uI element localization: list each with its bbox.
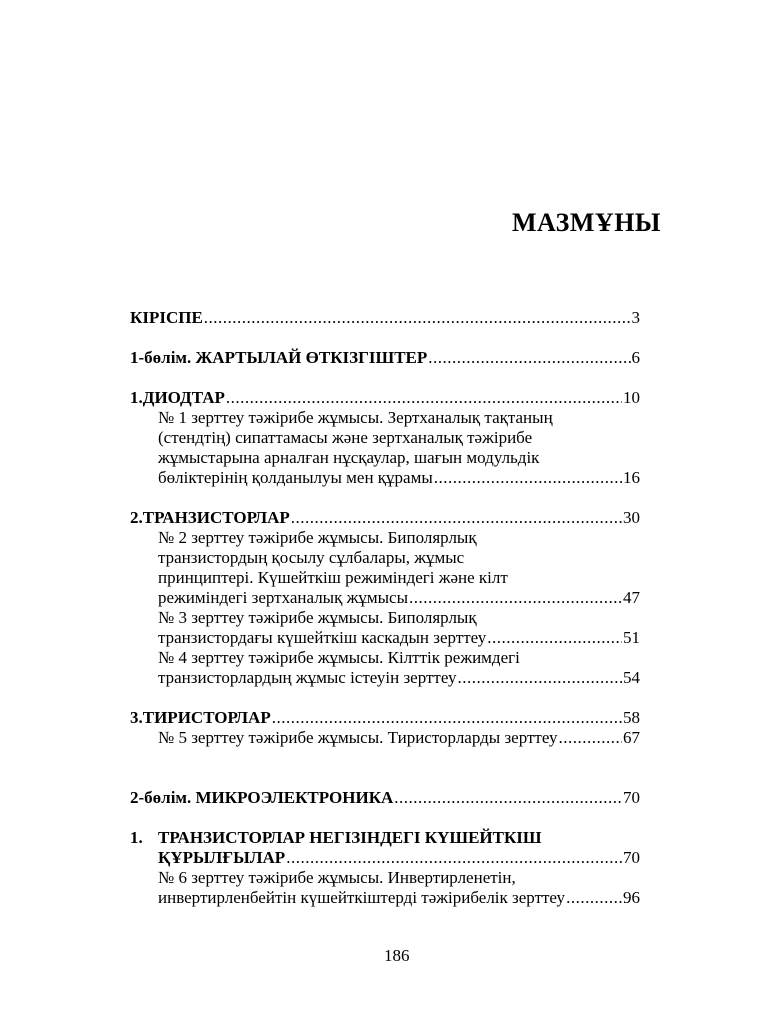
toc-entry-part1[interactable] — [130, 348, 640, 368]
dot-leader — [457, 668, 622, 688]
dot-leader — [204, 308, 631, 328]
toc-label: 2-бөлім. МИКРОЭЛЕКТРОНИКА — [130, 788, 394, 807]
toc-entry-chapter-diodes[interactable] — [130, 388, 640, 408]
toc-label: транзисторлардың жұмыс істеуін зерттеу — [158, 668, 457, 687]
toc-label: ДИОДТАР — [142, 388, 225, 407]
dot-leader — [226, 388, 622, 408]
chapter-number: 1. — [130, 828, 143, 847]
toc-page-number: 67 — [623, 728, 640, 747]
toc-label: КІРІСПЕ — [130, 308, 203, 327]
toc-label: ТРАНЗИСТОРЛАР — [142, 508, 290, 527]
dot-leader — [291, 508, 622, 528]
toc-label: ҚҰРЫЛҒЫЛАР — [158, 848, 286, 867]
toc-text-line: (стендтің) сипаттамасы және зертханалық тәжірибе — [158, 428, 533, 447]
toc-label: 1-бөлім. ЖАРТЫЛАЙ ӨТКІЗГІШТЕР — [130, 348, 428, 367]
page-title: МАЗМҰНЫ — [512, 208, 661, 237]
toc-text-line: № 3 зерттеу тәжірибе жұмысы. Биполярлық — [158, 608, 477, 627]
toc-label: инвертирленбейтін күшейткіштерді тәжірибелік зерттеу — [158, 888, 566, 907]
toc-entry-chapter-transistors[interactable] — [130, 508, 640, 528]
toc-label: бөліктерінің қолданылуы мен құрамы — [158, 468, 433, 487]
toc-page-number: 3 — [631, 308, 640, 327]
toc-text-line: транзистордың қосылу сұлбалары, жұмыс — [158, 548, 465, 567]
toc-entry-lab4[interactable] — [130, 668, 640, 688]
chapter-number: 1. — [130, 388, 143, 407]
toc-page-number: 16 — [623, 468, 640, 487]
toc-text-line: № 6 зерттеу тәжірибе жұмысы. Инвертирленетін, — [158, 868, 516, 887]
toc-page-number: 70 — [623, 788, 640, 807]
toc-text-line: № 2 зерттеу тәжірибе жұмысы. Биполярлық — [158, 528, 477, 547]
toc-text-line: жұмыстарына арналған нұсқаулар, шағын модульдік — [158, 448, 540, 467]
toc-label: ТРАНЗИСТОРЛАР НЕГІЗІНДЕГІ КҮШЕЙТКІШ — [158, 828, 542, 847]
dot-leader — [487, 628, 622, 648]
dot-leader — [566, 888, 622, 908]
chapter-number: 3. — [130, 708, 143, 727]
dot-leader — [434, 468, 622, 488]
dot-leader — [286, 848, 622, 868]
table-of-contents — [130, 308, 640, 908]
dot-leader — [272, 708, 622, 728]
toc-page-number: 30 — [623, 508, 640, 527]
toc-page-number: 96 — [623, 888, 640, 907]
toc-entry-lab3[interactable] — [130, 628, 640, 648]
toc-text-line: № 4 зерттеу тәжірибе жұмысы. Кілттік режимдегі — [158, 648, 520, 667]
toc-entry-chapter-amplifiers-line1[interactable] — [130, 828, 640, 848]
toc-label: ТИРИСТОРЛАР — [142, 708, 271, 727]
toc-page-number: 54 — [623, 668, 640, 687]
toc-text-line: № 1 зерттеу тәжірибе жұмысы. Зертханалық тақтаның — [158, 408, 553, 427]
toc-entry-chapter-thyristors[interactable] — [130, 708, 640, 728]
toc-entry-intro[interactable] — [130, 308, 640, 328]
toc-entry-lab6[interactable] — [130, 888, 640, 908]
toc-label: транзистордағы күшейткіш каскадын зерттеу — [158, 628, 487, 647]
dot-leader — [409, 588, 622, 608]
toc-page-number: 6 — [631, 348, 640, 367]
dot-leader — [558, 728, 622, 748]
toc-label: № 5 зерттеу тәжірибе жұмысы. Тиристорларды зерттеу — [158, 728, 558, 747]
dot-leader — [394, 788, 622, 808]
toc-entry-chapter-amplifiers[interactable] — [130, 848, 640, 868]
page-footer-number: 186 — [384, 946, 410, 965]
toc-page-number: 70 — [623, 848, 640, 867]
toc-text-line: принциптері. Күшейткіш режиміндегі және кілт — [158, 568, 508, 587]
chapter-number: 2. — [130, 508, 143, 527]
toc-page-number: 47 — [623, 588, 640, 607]
toc-entry-part2[interactable] — [130, 788, 640, 808]
dot-leader — [428, 348, 630, 368]
toc-entry-lab5[interactable] — [130, 728, 640, 748]
toc-label: режиміндегі зертханалық жұмысы — [158, 588, 408, 607]
toc-entry-lab2[interactable] — [130, 588, 640, 608]
toc-page-number: 10 — [623, 388, 640, 407]
toc-page-number: 51 — [623, 628, 640, 647]
toc-page-number: 58 — [623, 708, 640, 727]
toc-entry-lab1[interactable] — [130, 468, 640, 488]
